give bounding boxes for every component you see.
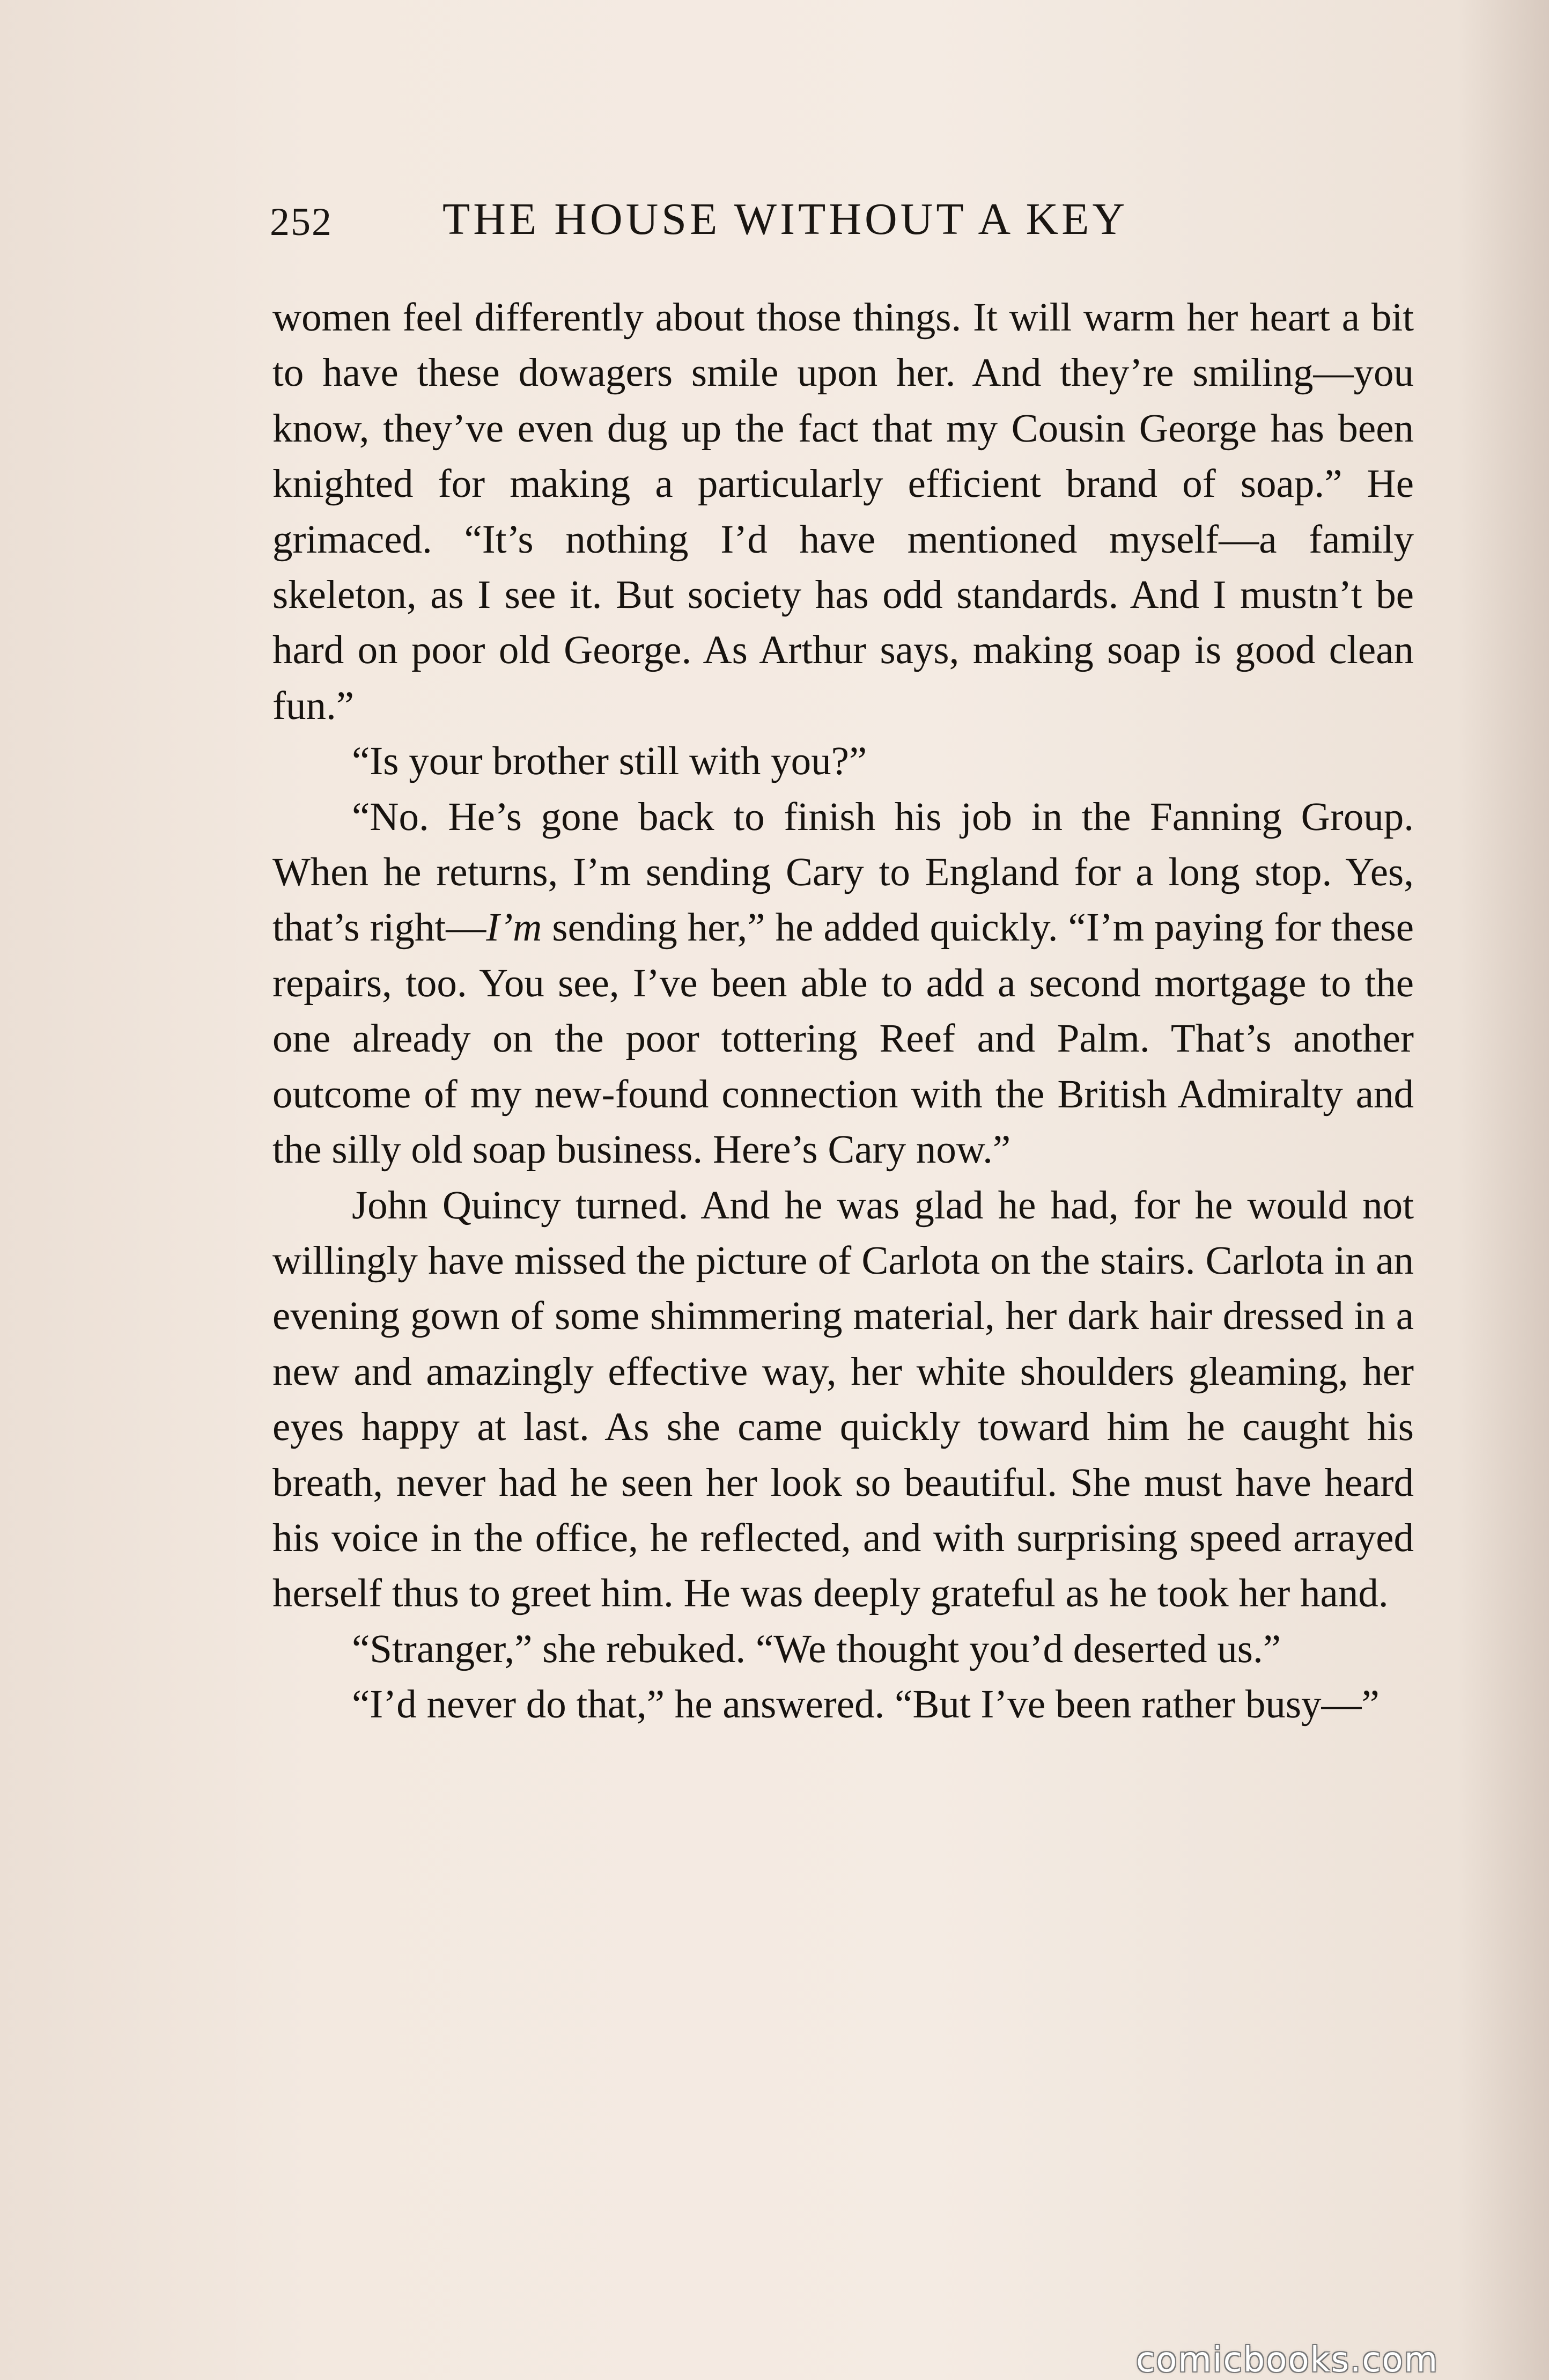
running-title: THE HOUSE WITHOUT A KEY: [442, 194, 1128, 244]
paragraph: John Quincy turned. And he was glad he had, for he would not willingly have missed the picture of Carlota on the stairs. Carlota in an evening gown of some shimmering material, her dark hair dressed in a new and amazingly effective way, her white shoulders gleaming, her eyes happy at last. As she came quickly toward him he caught his breath, never had he seen her look so beautiful. She must have heard his voice in the office, he reflected, and with surprising speed arrayed herself thus to greet him. He was deeply grateful as he took her hand.: [272, 1182, 1414, 1616]
paragraph: “Stranger,” she rebuked. “We thought you’d deserted us.”: [352, 1626, 1281, 1671]
paragraph: [272, 789, 1414, 1178]
emphasized-text: I’m: [486, 905, 542, 950]
running-head: [270, 193, 1412, 252]
page-edge-shadow: [1458, 0, 1549, 2380]
paragraph: women feel differently about those things. It will warm her heart a bit to have these dowagers smile upon her. And they’re smiling—you know, they’ve even dug up the fact that my Cousin George has been knighted for making a particularly efficient brand of soap.” He grimaced. “It’s nothing I’d have mentioned myself—a family skeleton, as I see it. But society has odd standards. And I mustn’t be hard on poor old George. As Arthur says, making soap is good clean fun.”: [272, 295, 1414, 728]
paragraph-text: sending her,” he added quickly. “I’m paying for these repairs, too. You see, I’ve been able to add a second mortgage to the one already on the poor tottering Reef and Palm. That’s another outcome of my new-found connection with the British Admiralty and the silly old soap business. Here’s Cary now.”: [272, 905, 1414, 1172]
body-text: [272, 290, 1414, 1732]
watermark: comicbooks.com: [1136, 2340, 1439, 2380]
page-number: 252: [270, 200, 333, 244]
paragraph-text: “No. He’s gone back to finish his job in the Fanning Group. When he returns, I’m sending Cary to England for a long stop. Yes, that’s right—: [272, 794, 1414, 950]
paragraph: “Is your brother still with you?”: [352, 739, 867, 784]
paragraph: “I’d never do that,” he answered. “But I’ve been rather busy—”: [352, 1682, 1380, 1727]
